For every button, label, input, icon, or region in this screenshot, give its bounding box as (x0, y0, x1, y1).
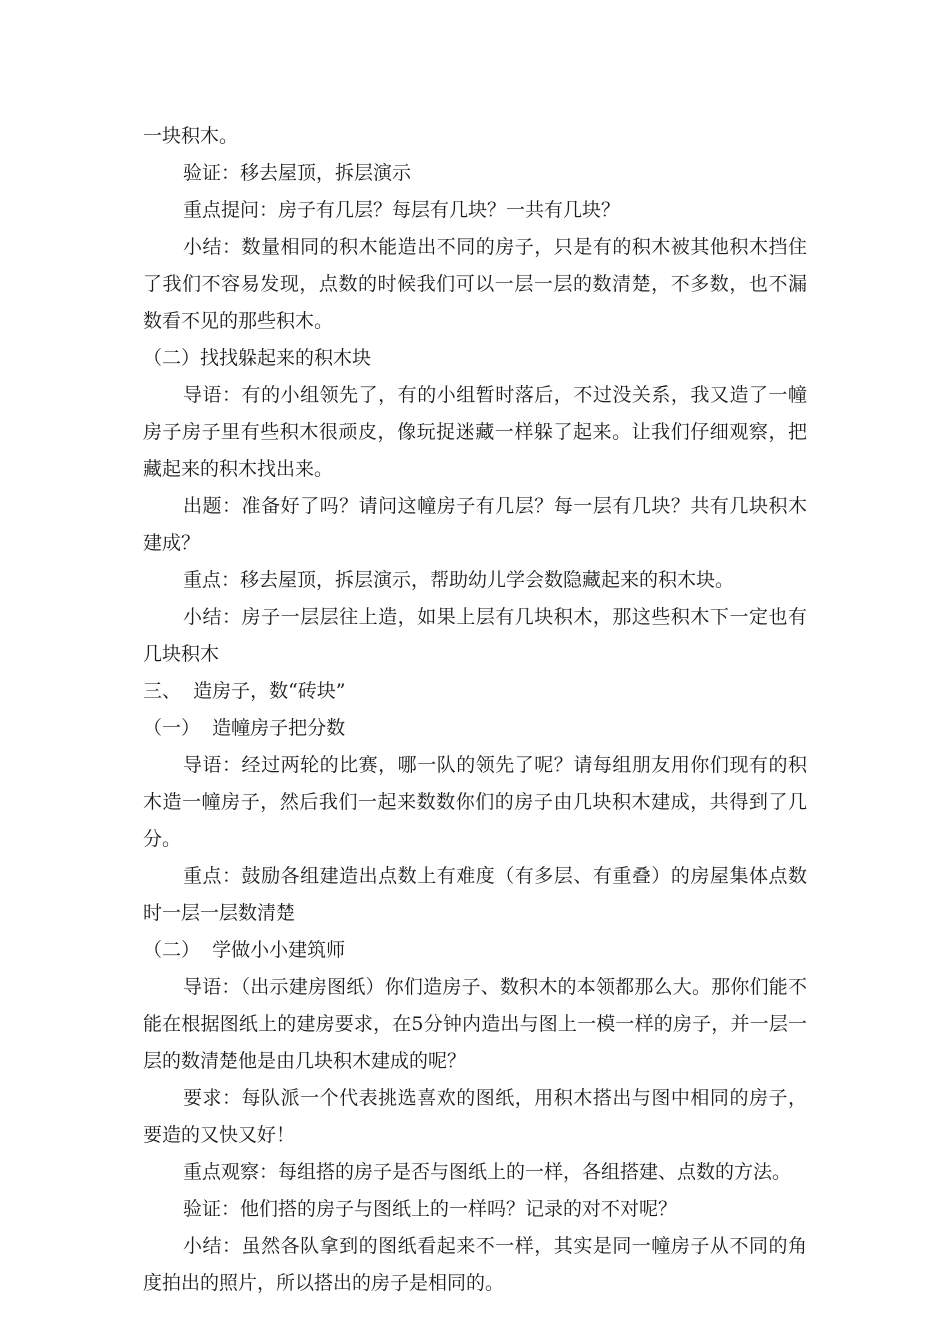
s3-sub2-intro: 导语：（出示建房图纸）你们造房子、数积木的本领都那么大。那你们能不能在根据图纸上的建房要求，在5分钟内造出与图上一模一样的房子，并一层一层的数清楚他是由几块积木建成的呢？ (143, 976, 807, 1072)
section2-summary: 小结：数量相同的积木能造出不同的房子，只是有的积木被其他积木挡住了我们不容易发现，点数的时候我们可以一层一层的数清楚，不多数，也不漏数看不见的那些积木。 (143, 236, 807, 332)
s3-sub2-summary: 小结：虽然各队拿到的图纸看起来不一样，其实是同一幢房子从不同的角度拍出的照片，所以搭出的房子是相同的。 (143, 1235, 807, 1294)
s3-sub2-verify: 验证：他们搭的房子与图纸上的一样吗？记录的对不对呢？ (183, 1198, 678, 1220)
sub2-question: 出题：准备好了吗？请问这幢房子有几层？每一层有几块？共有几块积木建成？ (143, 495, 807, 554)
s3-sub2-title: （二） 学做小小建筑师 (143, 939, 346, 961)
sub2-focus: 重点：移去屋顶，拆层演示，帮助幼儿学会数隐藏起来的积木块。 (183, 569, 735, 591)
section2-question: 重点提问：房子有几层？每层有几块？一共有几块？ (183, 199, 621, 221)
s3-sub2-observe: 重点观察：每组搭的房子是否与图纸上的一样，各组搭建、点数的方法。 (183, 1161, 792, 1183)
sub2-title: （二）找找躲起来的积木块 (143, 347, 372, 369)
section2-verify: 验证：移去屋顶，拆层演示 (183, 162, 412, 184)
s3-sub1-title: （一） 造幢房子把分数 (143, 717, 346, 739)
sub2-summary: 小结：房子一层层往上造，如果上层有几块积木，那这些积木下一定也有几块积木 (143, 606, 807, 665)
s3-sub1-focus: 重点：鼓励各组建造出点数上有难度（有多层、有重叠）的房屋集体点数时一层一层数清楚 (143, 865, 807, 924)
continuation-text: 一块积木。 (143, 125, 239, 147)
section3-title: 三、 造房子，数“砖块” (143, 680, 346, 702)
s3-sub2-require: 要求：每队派一个代表挑选喜欢的图纸，用积木搭出与图中相同的房子，要造的又快又好！ (143, 1087, 807, 1146)
s3-sub1-intro: 导语：经过两轮的比赛，哪一队的领先了呢？请每组朋友用你们现有的积木造一幢房子，然后我们一起来数数你们的房子由几块积木建成，共得到了几分。 (143, 754, 807, 850)
document-body (143, 118, 807, 1302)
sub2-intro: 导语：有的小组领先了，有的小组暂时落后，不过没关系，我又造了一幢房子房子里有些积木很顽皮，像玩捉迷藏一样躲了起来。让我们仔细观察，把藏起来的积木找出来。 (143, 384, 807, 480)
